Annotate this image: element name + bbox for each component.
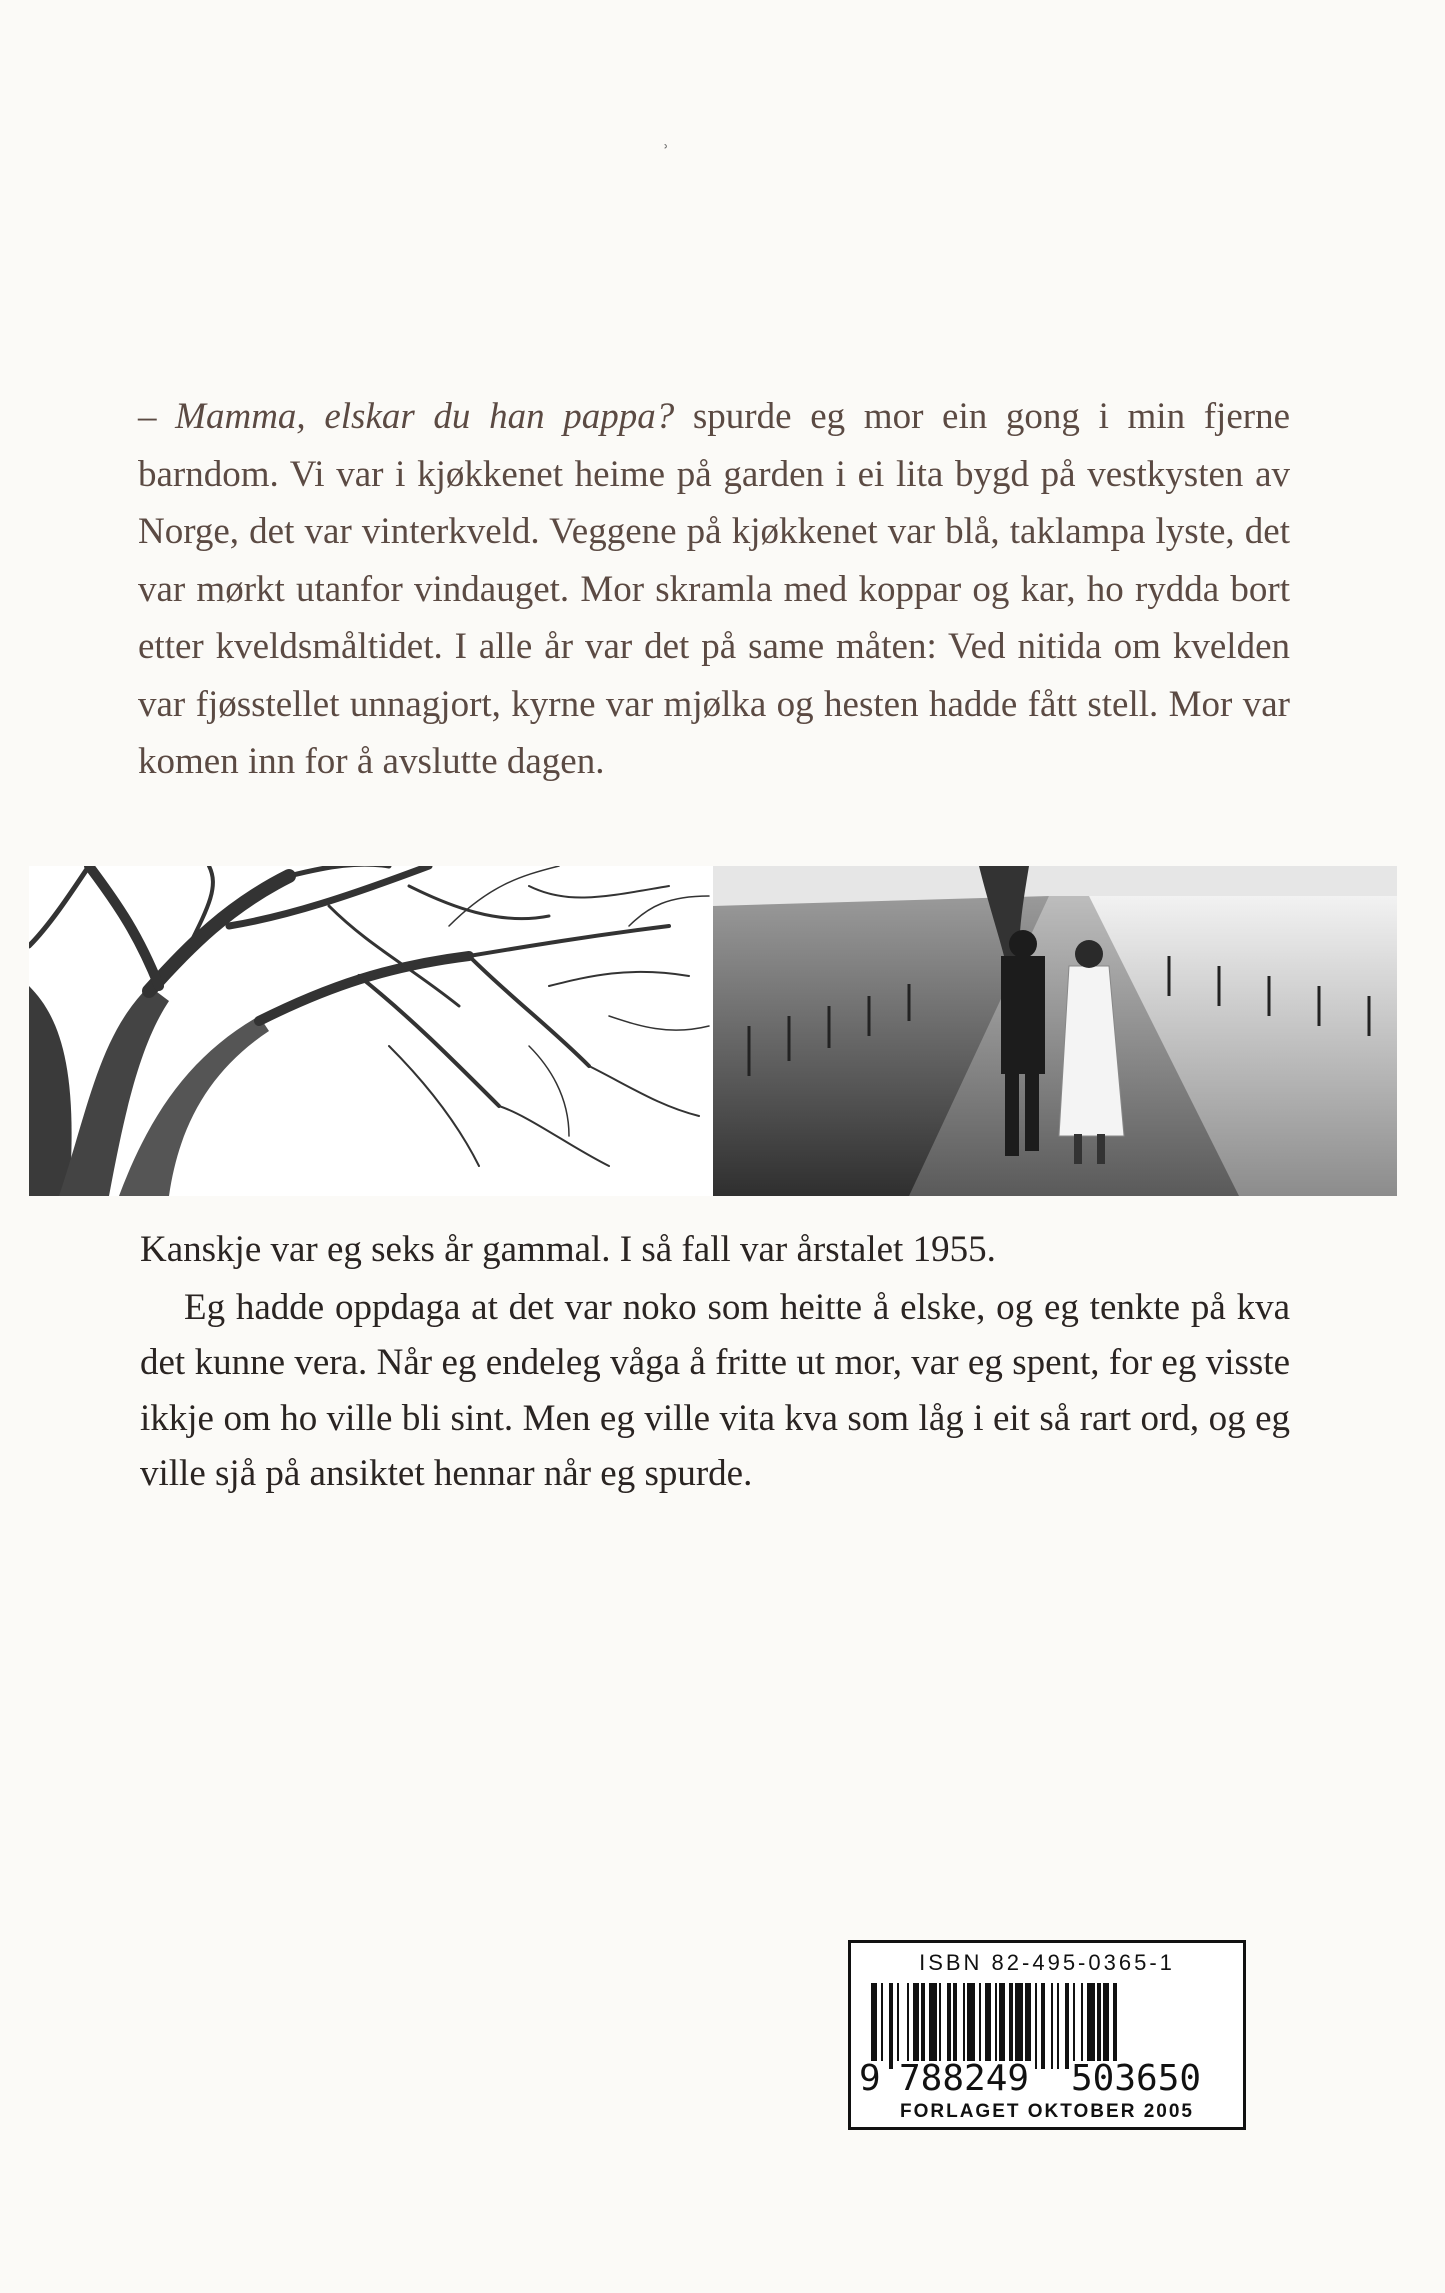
barcode-bar [1097,1983,1101,2069]
ean-digits [857,2058,1237,2099]
barcode-bar [1057,1983,1059,2069]
barcode-bar [913,1983,919,2069]
intro-text: spurde eg mor ein gong i min fjerne barndom. Vi var i kjøkkenet heime på garden i ei lita bygd på vestkysten av Norge, det var vinterkveld. Veggene på kjøkkenet var blå, taklampa lyste, det var mørkt utanfor vindauget. Mor skramla med koppar og kar, ho rydda bort etter kveldsmåltidet. I alle år var det på same måten: Ved nitida om kvelden var fjøsstellet unnagjort, kyrne var mjølka og hesten hadde fått stell. Mor var komen inn for å avslutte dagen. [138,396,1291,782]
publisher-imprint: FORLAGET OKTOBER 2005 [900,2101,1194,2122]
isbn-barcode [848,1940,1246,2130]
barcode-bar [1113,1983,1117,2069]
barcode-bar [1051,1983,1053,2069]
barcode-bars [857,1983,1237,2069]
barcode-bar [1081,1983,1083,2069]
barcode-bar [1015,1983,1023,2069]
barcode-bar [1103,1983,1109,2069]
barcode-bar [907,1983,909,2069]
small-print-mark: ʾ [662,140,670,165]
barcode-bar [947,1983,951,2069]
barcode-bar [1025,1983,1031,2069]
barcode-bar [1035,1983,1037,2069]
barcode-bar [1041,1983,1045,2069]
barcode-bar [985,1983,991,2069]
barcode-bar [953,1983,957,2069]
barcode-bar [921,1983,925,2069]
isbn-number: ISBN 82-495-0365-1 [919,1950,1175,1975]
barcode-bar [929,1983,937,2069]
barcode-bar [897,1983,899,2069]
barcode-bar [1087,1983,1095,2069]
tree-photo [29,866,713,1196]
barcode-bar [939,1983,941,2069]
ean-lead-digit: 9 [859,2058,881,2099]
barcode-bar [999,1983,1005,2069]
intro-paragraph [138,388,1290,791]
barcode-bar [995,1983,997,2069]
barcode-bar [889,1983,893,2069]
couple-walking-photo [713,866,1397,1196]
barcode-bar [1065,1983,1069,2069]
barcode-bar [1009,1983,1013,2069]
ean-group-1: 788249 [899,2058,1030,2099]
barcode-bar [979,1983,981,2069]
body-paragraph-1: Kanskje var eg seks år gammal. I så fall var årstalet 1955. [140,1229,996,1270]
intro-quote: Mamma, elskar du han pappa? [175,396,675,437]
cover-photo-strip [29,866,1397,1196]
body-text [140,1222,1290,1502]
body-paragraph-2: Eg hadde oppdaga at det var noko som heitte å elske, og eg tenkte på kva det kunne vera. Når eg endeleg våga å fritte ut mor, var eg spent, for eg visste ikkje om ho ville bli sint. Men eg ville vita kva som låg i eit så rart ord, og eg ville sjå på ansiktet hennar når eg spurde. [140,1286,1290,1494]
barcode-bar [1073,1983,1075,2069]
barcode-bar [881,1983,883,2069]
barcode-bar [963,1983,965,2069]
intro-dash: – [138,396,176,437]
barcode-bar [871,1983,877,2069]
ean-group-2: 503650 [1071,2058,1202,2099]
barcode-bar [967,1983,975,2069]
